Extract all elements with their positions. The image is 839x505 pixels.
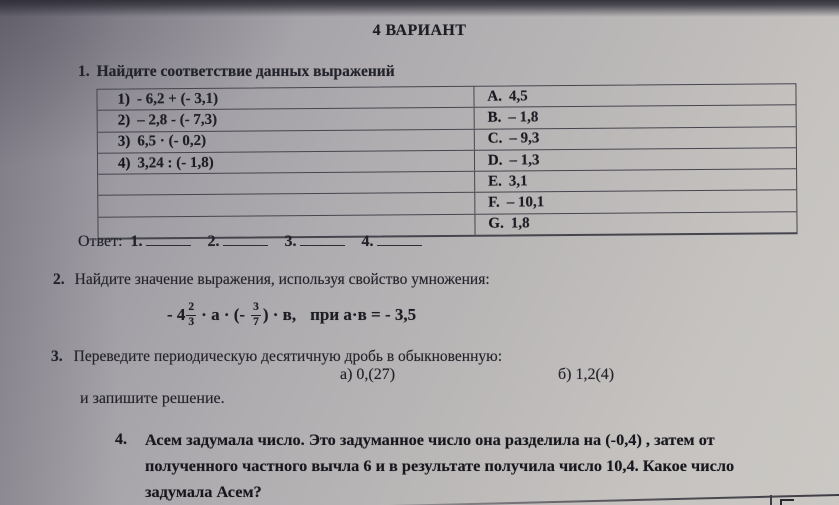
page-title: 4 ВАРИАНТ [372, 22, 467, 39]
option-label: Е. [488, 173, 502, 190]
option-value: 1,8 [510, 215, 530, 232]
answer-blank-1 [146, 231, 191, 246]
expression-cell [98, 151, 475, 174]
answer-blank-3 [300, 231, 345, 246]
partial-letter-fragment [780, 499, 794, 505]
question-1-heading: Найдите соответствие данных выражений [96, 63, 395, 80]
expression-lead: - 4 [167, 305, 186, 324]
option-label: G. [488, 215, 504, 233]
answer-label: Ответ: [78, 233, 123, 250]
question-2-heading-row [53, 271, 490, 289]
option-value: – 1,3 [509, 151, 540, 169]
question-2-heading: Найдите значение выражения, используя свойство умножения: [74, 271, 490, 288]
option-value: 3,1 [508, 173, 528, 190]
fraction-numerator: 3 [253, 300, 259, 313]
question-2-number: 2. [53, 271, 65, 288]
partial-table-corner [388, 490, 839, 505]
option-label: F. [488, 194, 500, 211]
option-label: С. [487, 130, 503, 147]
answer-item-number: 4. [361, 233, 374, 250]
option-value: – 10,1 [506, 194, 545, 211]
option-cell [475, 192, 796, 212]
option-value: – 1,8 [508, 109, 539, 126]
option-cell [475, 150, 796, 170]
expression-value: 6,5 · (- 0,2) [137, 133, 207, 150]
question-4-text: Асем задумала число. Это задуманное число она разделила на (-0,4) , затем от полученного частного вычла 6 и в результате получила число 10,4. Какое число задумала Асем? [145, 430, 735, 501]
answer-item-number: 1. [130, 233, 143, 250]
expression-tail: ) · в, [262, 305, 297, 324]
answer-blank-2 [223, 231, 268, 246]
expression-cell [98, 172, 475, 195]
fraction [251, 301, 261, 329]
option-cell [475, 214, 796, 234]
question-1-number: 1. [78, 63, 90, 80]
expression-cell [98, 129, 475, 152]
question-3-number: 3. [51, 348, 63, 365]
option-label: А. [487, 88, 503, 105]
answer-item-number: 3. [284, 233, 297, 250]
answer-blank-4 [377, 231, 422, 246]
fraction-numerator: 2 [188, 300, 195, 313]
question-2-expression [167, 293, 416, 337]
expression-label: 3) [117, 133, 131, 150]
question-3-footer: и запишите решение. [80, 390, 225, 407]
option-label: В. [487, 109, 502, 126]
question-1-heading-row [78, 63, 395, 81]
expression-value: - 6,2 + (- 3,1) [136, 90, 219, 108]
expression-value: – 2,8 - (- 7,3) [137, 111, 218, 129]
question-3-heading-row [51, 348, 502, 366]
fraction [186, 301, 196, 329]
expression-label: 1) [117, 91, 131, 108]
expression-cell [98, 193, 475, 216]
expression-cell [97, 87, 474, 110]
answer-line [78, 231, 439, 251]
option-cell [475, 171, 796, 191]
option-value: 4,5 [508, 88, 528, 105]
option-cell [475, 107, 796, 127]
option-value: – 9,3 [509, 130, 540, 147]
answer-item-number: 2. [207, 233, 220, 250]
question-4-number: 4. [115, 431, 127, 448]
question-3-item-b: б) 1,2(4) [558, 366, 615, 383]
expression-cell [98, 108, 475, 131]
fraction-denominator: 3 [188, 315, 195, 328]
expression-label: 4) [117, 155, 131, 172]
fraction-denominator: 7 [253, 315, 259, 328]
partial-table-divider [770, 495, 772, 505]
option-cell [474, 86, 795, 106]
match-table [96, 83, 797, 240]
option-label: D. [487, 152, 503, 169]
expression-label: 2) [117, 112, 131, 129]
option-cell [475, 128, 796, 148]
expression-value: 3,24 : (- 1,8) [137, 154, 214, 171]
question-3-heading: Переведите периодическую десятичную дробь в обыкновенную: [73, 348, 502, 365]
question-3-item-a: а) 0,(27) [340, 366, 396, 383]
expression-middle: · а · (- [201, 305, 246, 324]
expression-condition: при а·в = - 3,5 [310, 305, 417, 324]
